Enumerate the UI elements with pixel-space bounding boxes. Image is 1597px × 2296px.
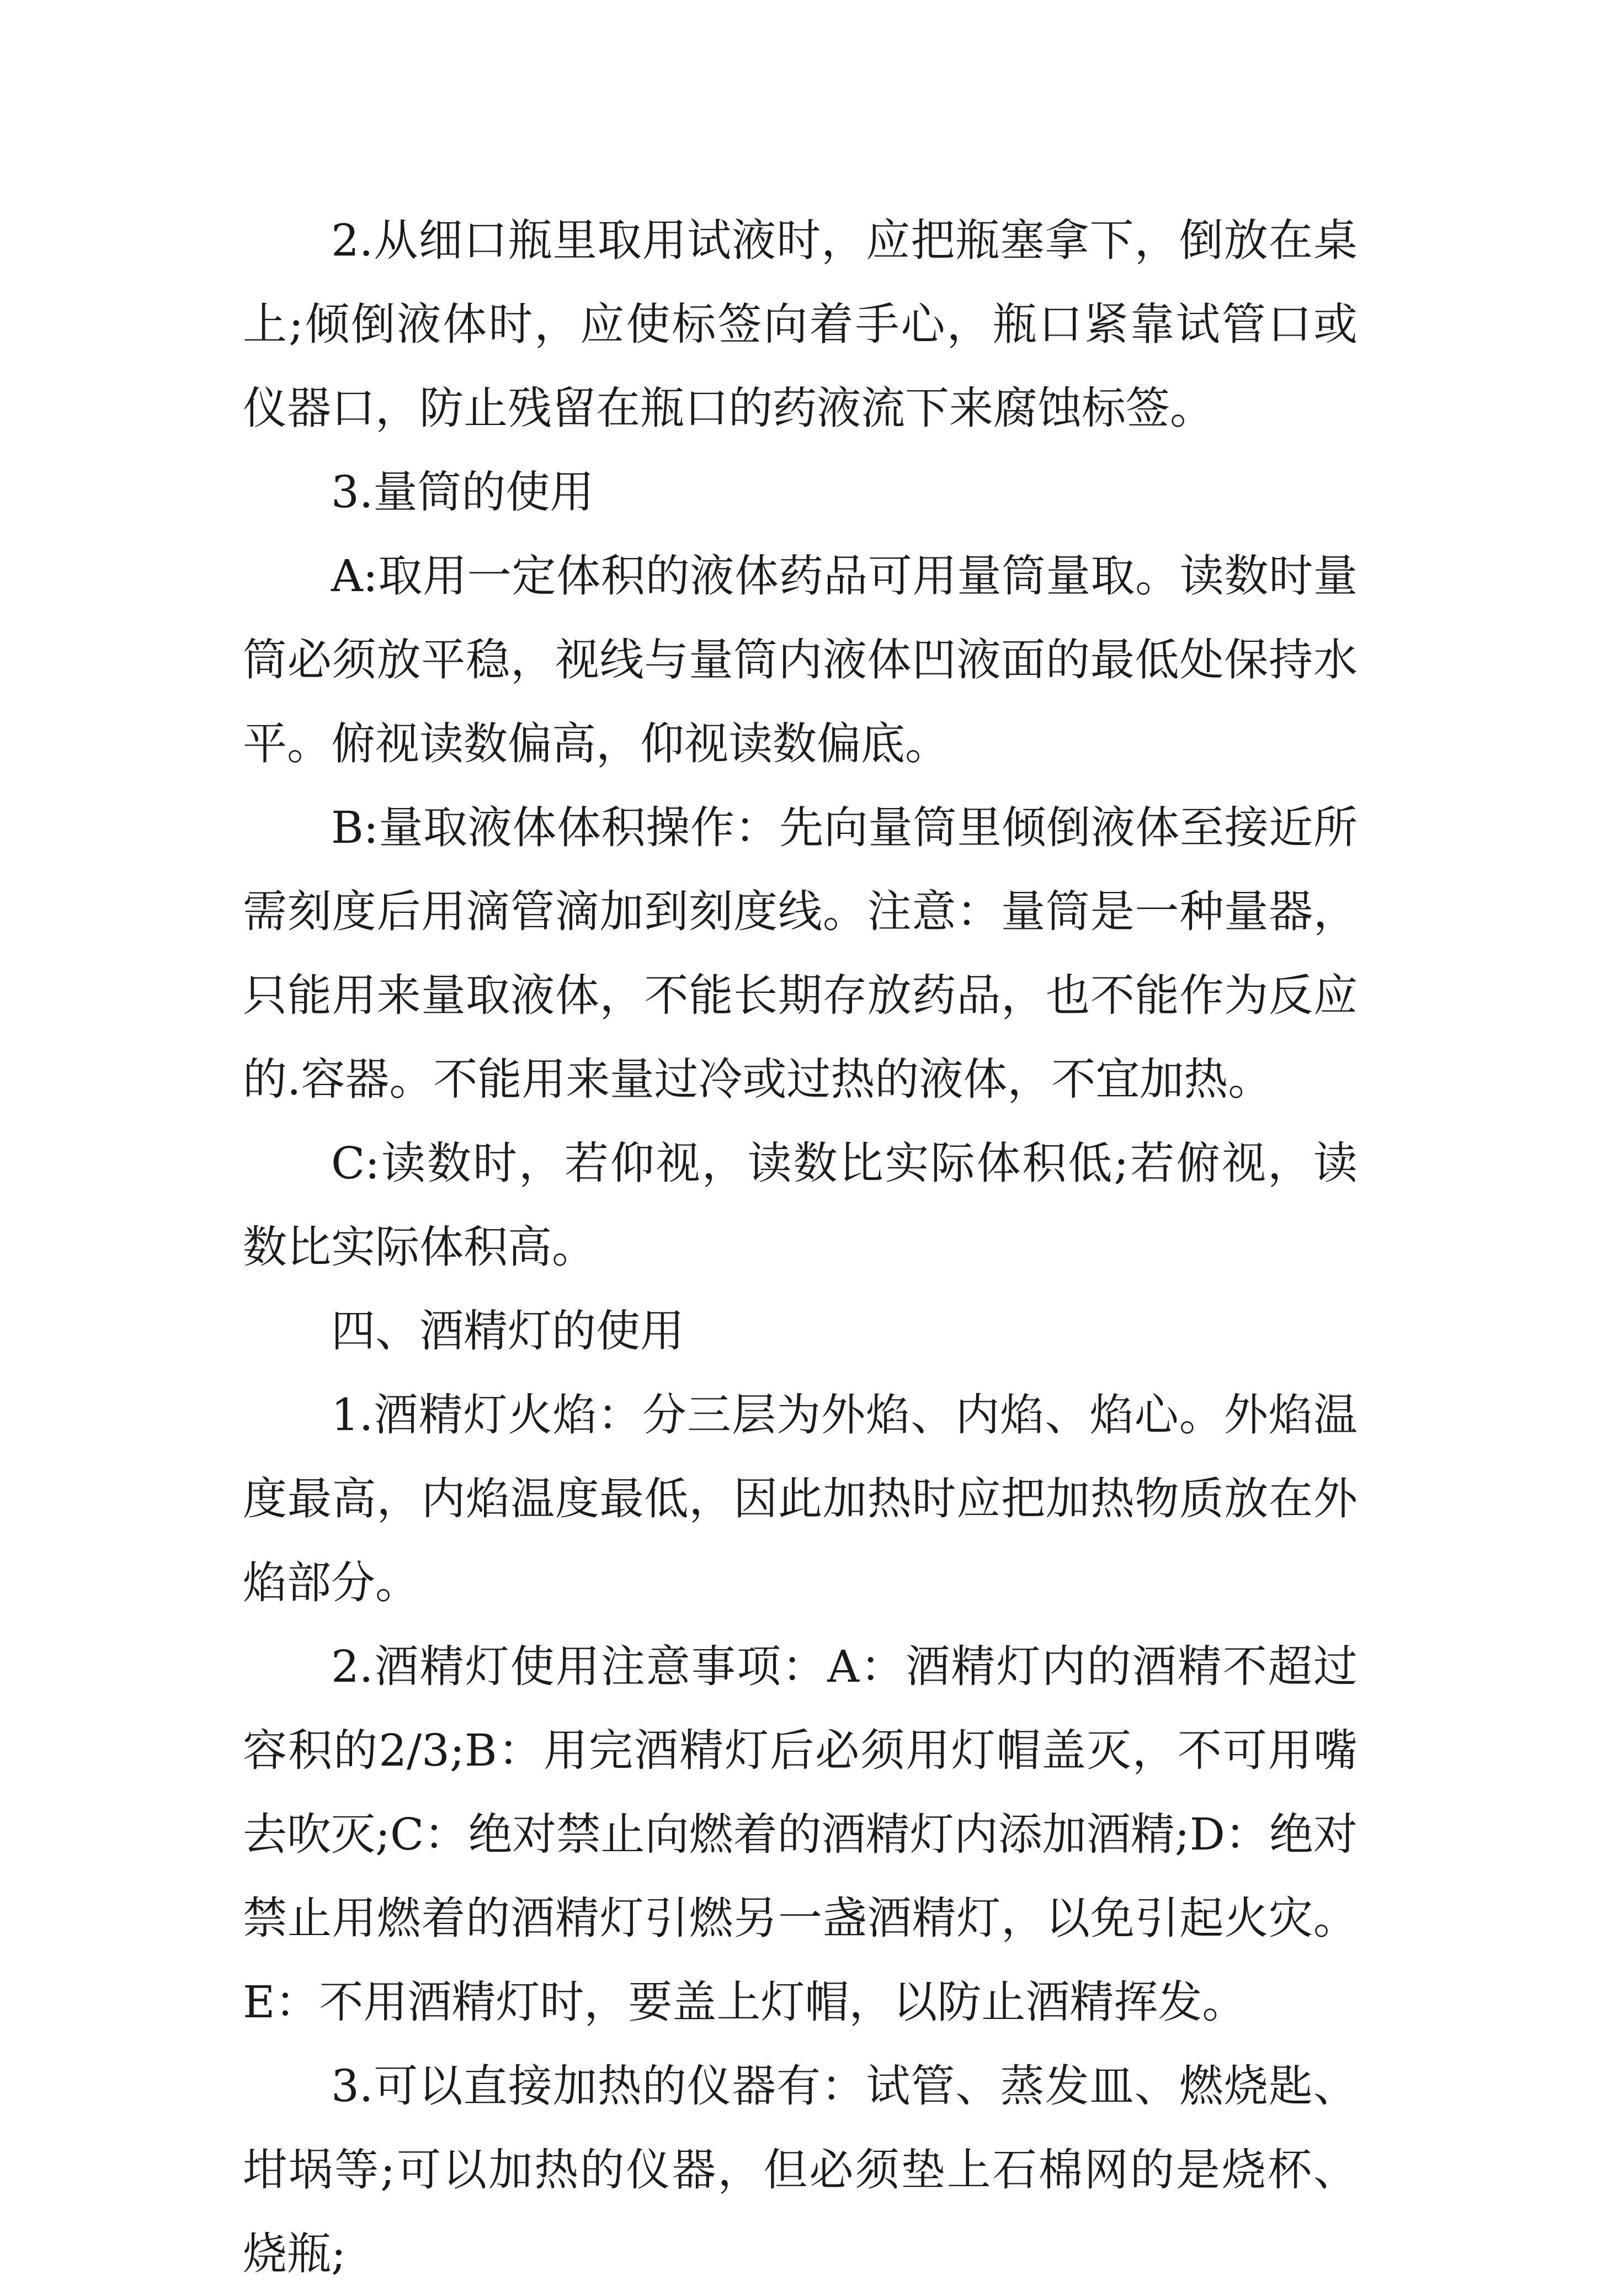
paragraph-cylinder-a: A:取用一定体积的液体药品可用量筒量取。读数时量筒必须放平稳，视线与量筒内液体凹液面的最低处保持水平。俯视读数偏高，仰视读数偏底。 — [243, 550, 1358, 769]
heading-alcohol-lamp: 四、酒精灯的使用 — [331, 1305, 684, 1357]
paragraph-lamp-precautions: 2.酒精灯使用注意事项：A：酒精灯内的酒精不超过容积的2/3;B：用完酒精灯后必须用灯帽盖灭，不可用嘴去吹灭;C：绝对禁止向燃着的酒精灯内添加酒精;D：绝对禁止用燃着的酒精灯引燃另一盏酒精灯，以免引起火灾。E：不用酒精灯时，要盖上灯帽，以防止酒精挥发。 — [243, 1641, 1358, 2028]
heading-graduated-cylinder: 3.量筒的使用 — [331, 466, 594, 518]
paragraph-cylinder-b: B:量取液体体积操作：先向量筒里倾倒液体至接近所需刻度后用滴管滴加到刻度线。注意：量筒是一种量器，只能用来量取液体，不能长期存放药品，也不能作为反应的.容器。不能用来量过冷或过热的液体，不宜加热。 — [243, 802, 1358, 1105]
paragraph-lamp-flame: 1.酒精灯火焰：分三层为外焰、内焰、焰心。外焰温度最高，内焰温度最低，因此加热时应把加热物质放在外焰部分。 — [243, 1389, 1358, 1608]
document-body — [243, 199, 1358, 2296]
paragraph-heatable-instruments: 3.可以直接加热的仪器有：试管、蒸发皿、燃烧匙、坩埚等;可以加热的仪器，但必须垫上石棉网的是烧杯、烧瓶; — [243, 2060, 1358, 2279]
paragraph-dropper-bottle: 2.从细口瓶里取用试液时，应把瓶塞拿下，倒放在桌上;倾倒液体时，应使标签向着手心，瓶口紧靠试管口或仪器口，防止残留在瓶口的药液流下来腐蚀标签。 — [243, 215, 1358, 434]
paragraph-cylinder-c: C:读数时，若仰视，读数比实际体积低;若俯视，读数比实际体积高。 — [243, 1138, 1358, 1273]
